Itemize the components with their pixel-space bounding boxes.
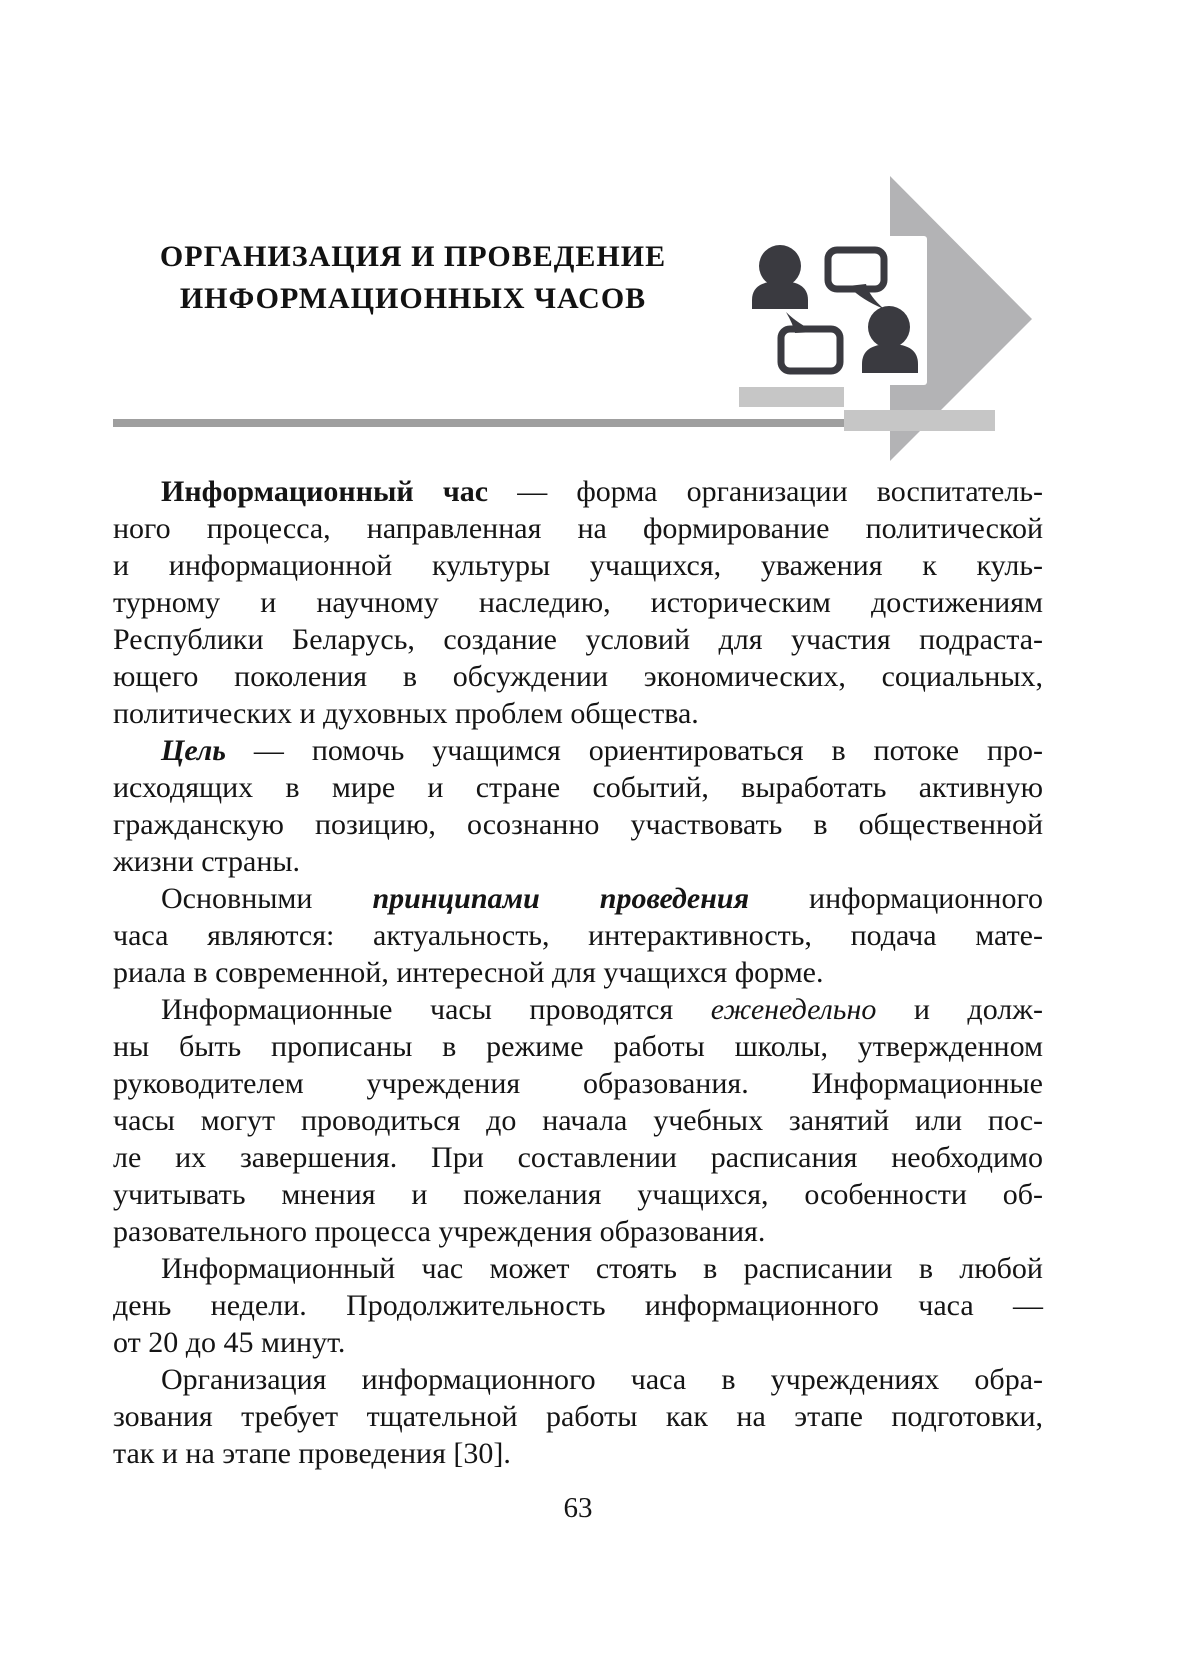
text-line — [113, 917, 1043, 954]
text-segment: жизни страны. — [113, 845, 301, 878]
text-segment: часа являются: актуальность, интерактивность, подача мате- — [113, 919, 1043, 952]
text-segment: турному и научному наследию, историческим достижениям — [113, 586, 1043, 619]
text-segment: политических и духовных проблем общества. — [113, 697, 699, 730]
text-line — [113, 658, 1043, 695]
text-line — [113, 1324, 1043, 1361]
text-line — [113, 695, 1043, 732]
text-line — [113, 1102, 1043, 1139]
text-segment: от 20 до 45 минут. — [113, 1326, 346, 1359]
text-line — [113, 1065, 1043, 1102]
text-line — [113, 954, 1043, 991]
text-line — [113, 806, 1043, 843]
text-line — [113, 732, 1043, 769]
divider-rule — [113, 419, 844, 427]
text-line — [113, 1213, 1043, 1250]
text-line — [113, 1287, 1043, 1324]
page-number: 63 — [563, 1492, 593, 1524]
decor-bar — [844, 410, 995, 431]
text-segment: ны быть прописаны в режиме работы школы, утвержденном — [113, 1030, 1043, 1063]
text-line — [113, 1398, 1043, 1435]
text-segment: и долж- — [876, 993, 1043, 1026]
text-segment: Информационный час — [161, 475, 489, 508]
text-line — [113, 547, 1043, 584]
text-segment: ного процесса, направленная на формирование политической — [113, 512, 1043, 545]
text-segment: часы могут проводиться до начала учебных занятий или пос- — [113, 1104, 1043, 1137]
text-segment: риала в современной, интересной для учащихся форме. — [113, 956, 824, 989]
text-segment: Информационный час может стоять в расписании в любой — [161, 1252, 1043, 1285]
text-segment: ле их завершения. При составлении расписания необходимо — [113, 1141, 1043, 1174]
chapter-title-line-1: ОРГАНИЗАЦИЯ И ПРОВЕДЕНИЕ — [159, 240, 667, 273]
text-segment: — форма организации воспитатель- — [488, 475, 1044, 508]
decor-bar — [739, 387, 844, 407]
text-line — [113, 1176, 1043, 1213]
text-segment: день недели. Продолжительность информационного часа — — [113, 1289, 1043, 1322]
text-line — [113, 991, 1043, 1028]
text-segment: принципами проведения — [372, 882, 750, 915]
text-line — [113, 1028, 1043, 1065]
text-segment: информационного — [749, 882, 1044, 915]
text-segment: Информационные часы проводятся — [161, 993, 711, 1026]
chapter-title — [113, 236, 713, 320]
text-line — [113, 1361, 1043, 1398]
text-segment: исходящих в мире и стране событий, выработать активную — [113, 771, 1043, 804]
text-line — [113, 584, 1043, 621]
text-segment: руководителем учреждения образования. Информационные — [113, 1067, 1043, 1100]
text-line — [113, 880, 1043, 917]
text-segment: еженедельно — [710, 993, 877, 1026]
text-segment: — помочь учащимся ориентироваться в потоке про- — [226, 734, 1043, 767]
text-line — [113, 1435, 1043, 1472]
text-line — [113, 510, 1043, 547]
text-segment: разовательного процесса учреждения образования. — [113, 1215, 766, 1248]
text-line — [113, 769, 1043, 806]
text-segment: гражданскую позицию, осознанно участвовать в общественной — [113, 808, 1043, 841]
chapter-title-line-2: ИНФОРМАЦИОННЫХ ЧАСОВ — [179, 282, 647, 315]
text-segment: учитывать мнения и пожелания учащихся, особенности об- — [113, 1178, 1043, 1211]
text-line — [113, 1250, 1043, 1287]
text-line — [113, 1139, 1043, 1176]
text-segment: зования требует тщательной работы как на этапе подготовки, — [113, 1400, 1043, 1433]
text-line — [113, 843, 1043, 880]
text-line — [113, 473, 1043, 510]
text-segment: ющего поколения в обсуждении экономических, социальных, — [113, 660, 1043, 693]
body-text — [113, 473, 1043, 1472]
text-segment: Основными — [161, 882, 373, 915]
text-segment: так и на этапе проведения [30]. — [113, 1437, 511, 1470]
text-segment: Республики Беларусь, создание условий для участия подраста- — [113, 623, 1043, 656]
text-segment: Цель — [161, 734, 227, 767]
text-segment: Организация информационного часа в учреждениях обра- — [161, 1363, 1043, 1396]
text-segment: и информационной культуры учащихся, уважения к куль- — [113, 549, 1043, 582]
text-line — [113, 621, 1043, 658]
